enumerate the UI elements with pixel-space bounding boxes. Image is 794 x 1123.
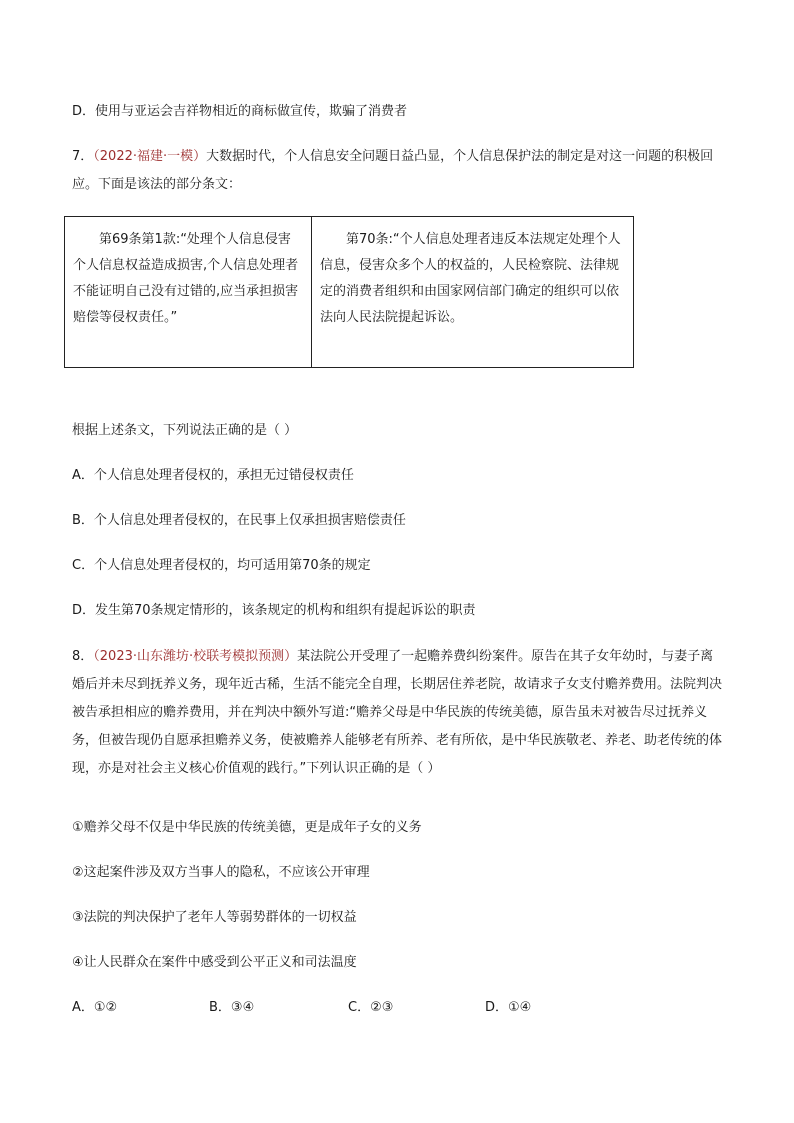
law-articles-table (64, 216, 634, 368)
q8-choice-b: B．③④ (209, 1000, 255, 1015)
question-source: （2023·山东潍坊·校联考模拟预测） (93, 649, 298, 664)
question-7-prompt: 根据上述条文，下列说法正确的是（ ） (72, 423, 298, 438)
question-number: 7． (72, 149, 94, 164)
q7-option-c: C．个人信息处理者侵权的，均可适用第70条的规定 (72, 558, 371, 573)
question-7-stem (72, 143, 722, 199)
question-number: 8． (72, 649, 94, 664)
q8-choices (72, 998, 672, 1020)
q8-statement-4: ④让人民群众在案件中感受到公平正义和司法温度 (72, 955, 357, 970)
question-source: （2022·福建·一模） (93, 149, 207, 164)
question-8-stem (72, 643, 722, 783)
q8-choice-c: C．②③ (348, 1000, 394, 1015)
q6-option-d: D．使用与亚运会吉祥物相近的商标做宣传，欺骗了消费者 (72, 104, 408, 119)
question-text: 某法院公开受理了一起赡养费纠纷案件。原告在其子女年幼时，与妻子离婚后并未尽到抚养义务，现年近古稀，生活不能完全自理，长期居住养老院，故请求子女支付赡养费用。法院判决被告承担相应的赡养费用，并在判决中额外写道:“赡养父母是中华民族的传统美德，原告虽未对被告尽过抚养义务，但被告现仍自愿承担赡养义务，使被赡养人能够老有所养、老有所依，是中华民族敬老、养老、助老传统的体现，亦是对社会主义核心价值观的践行。”下列认识正确的是（ ） (72, 649, 723, 776)
q8-statement-3: ③法院的判决保护了老年人等弱势群体的一切权益 (72, 910, 357, 925)
q8-choice-d: D．①④ (485, 1000, 532, 1015)
q7-option-d: D．发生第70条规定情形的，该条规定的机构和组织有提起诉讼的职责 (72, 603, 476, 618)
article-69-cell: 第69条第1款:“处理个人信息侵害个人信息权益造成损害,个人信息处理者不能证明自己没有过错的,应当承担损害赔偿等侵权责任。” (65, 217, 312, 368)
q8-choice-a: A．①② (72, 1000, 118, 1015)
q7-option-a: A．个人信息处理者侵权的，承担无过错侵权责任 (72, 468, 354, 483)
article-70-cell: 第70条:“个人信息处理者违反本法规定处理个人信息，侵害众多个人的权益的，人民检察院、法律规定的消费者组织和由国家网信部门确定的组织可以依法向人民法院提起诉讼。 (312, 217, 634, 368)
q7-option-b: B．个人信息处理者侵权的，在民事上仅承担损害赔偿责任 (72, 513, 406, 528)
q8-statement-1: ①赡养父母不仅是中华民族的传统美德，更是成年子女的义务 (72, 820, 422, 835)
question-text: 大数据时代，个人信息安全问题日益凸显，个人信息保护法的制定是对这一问题的积极回应。下面是该法的部分条文： (72, 149, 714, 192)
q8-statement-2: ②这起案件涉及双方当事人的隐私，不应该公开审理 (72, 865, 370, 880)
